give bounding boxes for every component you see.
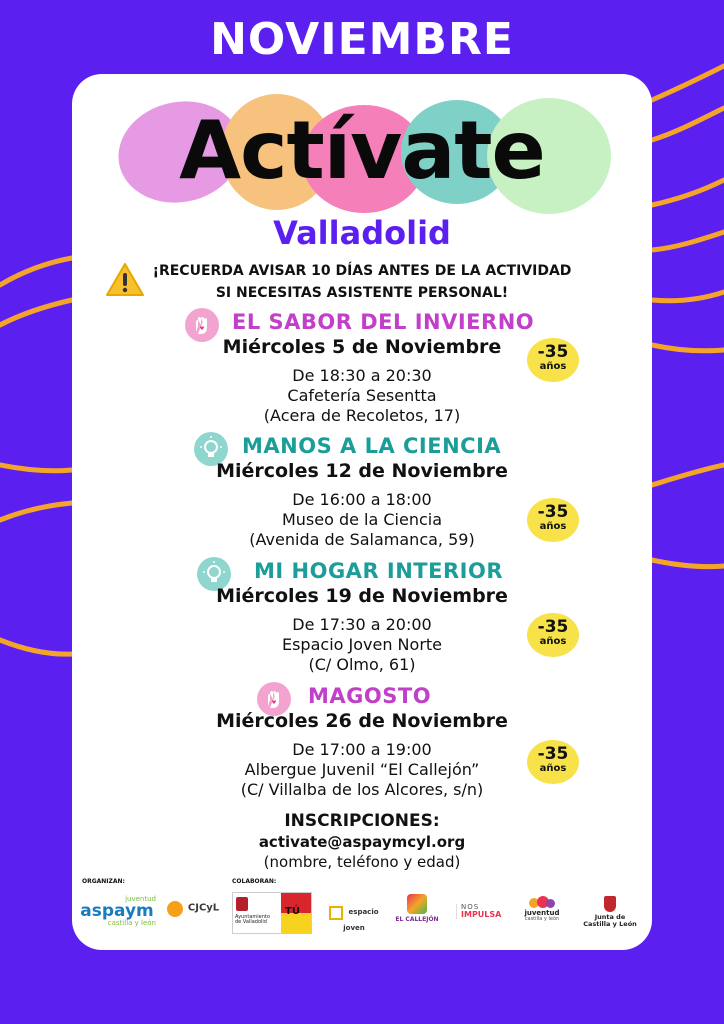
event-title: MANOS A LA CIENCIA xyxy=(242,434,502,458)
registration-note: (nombre, teléfono y edad) xyxy=(263,853,461,871)
event-title: MAGOSTO xyxy=(308,684,432,708)
event-place: Espacio Joven Norte xyxy=(281,635,443,654)
event-time: De 18:30 a 20:30 xyxy=(292,366,432,385)
event-title: MI HOGAR INTERIOR xyxy=(254,559,503,583)
event-place: Cafetería Sesentta xyxy=(287,386,437,405)
event-address: (Acera de Recoletos, 17) xyxy=(263,406,461,425)
tu-logo-text: TÚ xyxy=(285,906,300,917)
el-callejon-text: EL CALLEJÓN xyxy=(395,916,439,923)
ayuntamiento-logo-text: Ayuntamiento de Valladolid xyxy=(235,914,270,925)
event-title: EL SABOR DEL INVIERNO xyxy=(232,310,535,334)
event-date: Miércoles 19 de Noviembre xyxy=(216,585,508,607)
junta-logo-line2: Castilla y León xyxy=(583,919,637,928)
city-title: Valladolid xyxy=(273,214,451,252)
cjcyl-logo xyxy=(164,900,222,917)
aspaym-logo-top: juventud xyxy=(125,895,156,903)
juventud-logo-text: juventud xyxy=(524,909,560,917)
junta-logo-line1: Junta de xyxy=(594,913,626,921)
juventud-logo xyxy=(518,896,566,922)
el-callejon-logo xyxy=(394,894,440,923)
warning-line-1: ¡RECUERDA AVISAR 10 DÍAS ANTES DE LA ACTIVIDAD xyxy=(152,263,572,279)
nos-impulsa-main: IMPULSA xyxy=(461,910,502,919)
age-limit: -35 xyxy=(537,342,569,362)
event-address: (C/ Villalba de los Alcores, s/n) xyxy=(240,780,484,799)
age-limit: -35 xyxy=(537,502,569,522)
nos-impulsa-logo xyxy=(456,904,511,919)
age-badge xyxy=(527,498,579,542)
poster-card xyxy=(72,74,652,950)
juventud-logo-sub: castilla y león xyxy=(524,916,560,922)
event-address: (C/ Olmo, 61) xyxy=(308,655,416,674)
espacio-joven-text: espacio joven xyxy=(343,908,379,932)
event-address: (Avenida de Salamanca, 59) xyxy=(249,530,475,549)
age-unit: años xyxy=(539,763,567,774)
organizan-label: ORGANIZAN: xyxy=(82,878,125,885)
event-date: Miércoles 12 de Noviembre xyxy=(216,460,508,482)
event-time: De 17:30 a 20:00 xyxy=(292,615,432,634)
age-limit: -35 xyxy=(537,617,569,637)
aspaym-logo-main: aspaym xyxy=(80,901,154,921)
event-place: Museo de la Ciencia xyxy=(281,510,443,529)
event-date: Miércoles 26 de Noviembre xyxy=(216,710,508,732)
event-place: Albergue Juvenil “El Callejón” xyxy=(244,760,480,779)
age-badge xyxy=(527,338,579,382)
age-limit: -35 xyxy=(537,744,569,764)
age-badge xyxy=(527,740,579,784)
month-title: NOVIEMBRE xyxy=(210,14,514,65)
junta-logo xyxy=(580,896,640,927)
age-unit: años xyxy=(539,361,567,372)
event-time: De 16:00 a 18:00 xyxy=(292,490,432,509)
colaboran-label: COLABORAN: xyxy=(232,878,277,885)
age-badge xyxy=(527,613,579,657)
nos-impulsa-top: NOS xyxy=(461,903,480,911)
aspaym-logo xyxy=(78,896,156,927)
age-unit: años xyxy=(539,521,567,532)
warning-line-2: SI NECESITAS ASISTENTE PERSONAL! xyxy=(215,285,509,301)
cjcyl-logo-text: CJCyL xyxy=(187,902,220,914)
age-unit: años xyxy=(539,636,567,647)
registration-title: INSCRIPCIONES: xyxy=(284,811,440,831)
aspaym-logo-sub: castilla y león xyxy=(107,919,156,927)
event-date: Miércoles 5 de Noviembre xyxy=(222,336,502,358)
ayuntamiento-logo xyxy=(232,892,312,934)
registration-email[interactable]: activate@aspaymcyl.org xyxy=(258,833,466,851)
warning-icon xyxy=(105,262,145,298)
registration-block xyxy=(72,811,652,871)
brand-title: Actívate xyxy=(179,104,545,197)
event-time: De 17:00 a 19:00 xyxy=(292,740,432,759)
assistant-warning xyxy=(152,260,572,304)
espacio-joven-logo xyxy=(318,904,390,936)
